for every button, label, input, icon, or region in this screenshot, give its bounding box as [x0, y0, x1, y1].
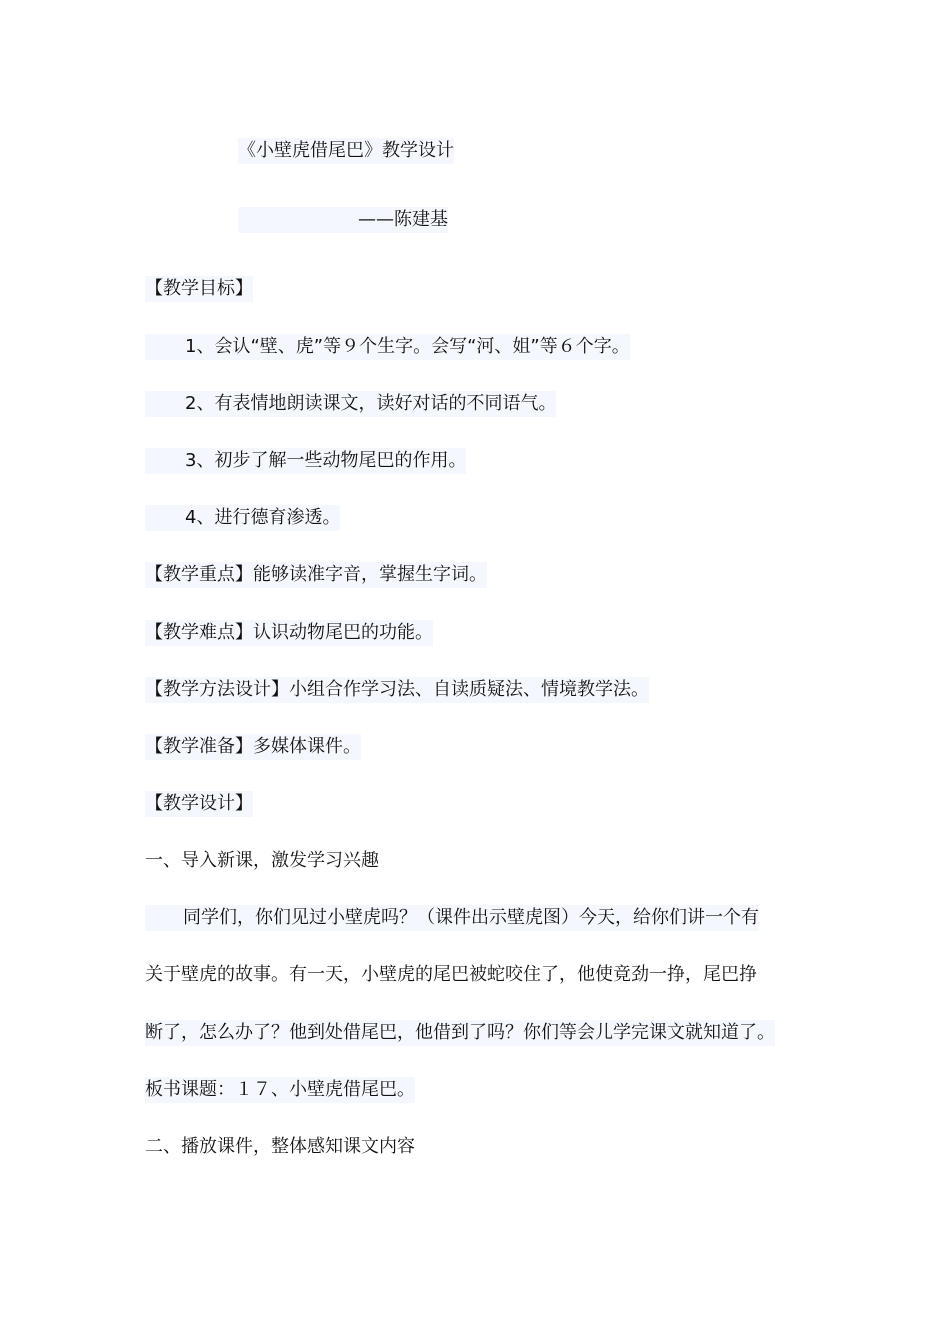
paragraph-line: 断了，怎么办了？他到处借尾巴，他借到了吗？你们等会儿学完课文就知道了。 — [145, 1020, 775, 1046]
teaching-methods: 【教学方法设计】小组合作学习法、自读质疑法、情境教学法。 — [145, 677, 649, 703]
document-title: 《小壁虎借尾巴》教学设计 — [238, 138, 454, 164]
paragraph-line: 关于壁虎的故事。有一天，小壁虎的尾巴被蛇咬住了，他使竟劲一挣，尾巴挣 — [145, 964, 757, 985]
section-heading: 一、导入新课，激发学习兴趣 — [145, 850, 379, 871]
objective-item: 4、进行德育渗透。 — [145, 505, 340, 531]
objectives-heading: 【教学目标】 — [145, 276, 253, 302]
difficulty: 【教学难点】认识动物尾巴的功能。 — [145, 620, 433, 646]
board-title: 板书课题：１７、小壁虎借尾巴。 — [145, 1077, 415, 1103]
objective-item: 3、初步了解一些动物尾巴的作用。 — [145, 448, 466, 474]
key-point: 【教学重点】能够读准字音，掌握生字词。 — [145, 562, 487, 588]
preparation: 【教学准备】多媒体课件。 — [145, 734, 361, 760]
author-signature: ——陈建基 — [238, 207, 448, 233]
section-heading: 二、播放课件，整体感知课文内容 — [145, 1136, 415, 1157]
design-heading: 【教学设计】 — [145, 791, 253, 817]
objective-item: 2、有表情地朗读课文，读好对话的不同语气。 — [145, 391, 556, 417]
objective-item: 1、会认“壁、虎”等９个生字。会写“河、姐”等６个字。 — [145, 334, 630, 360]
paragraph-line: 同学们，你们见过小壁虎吗？（课件出示壁虎图）今天，给你们讲一个有 — [145, 905, 759, 931]
